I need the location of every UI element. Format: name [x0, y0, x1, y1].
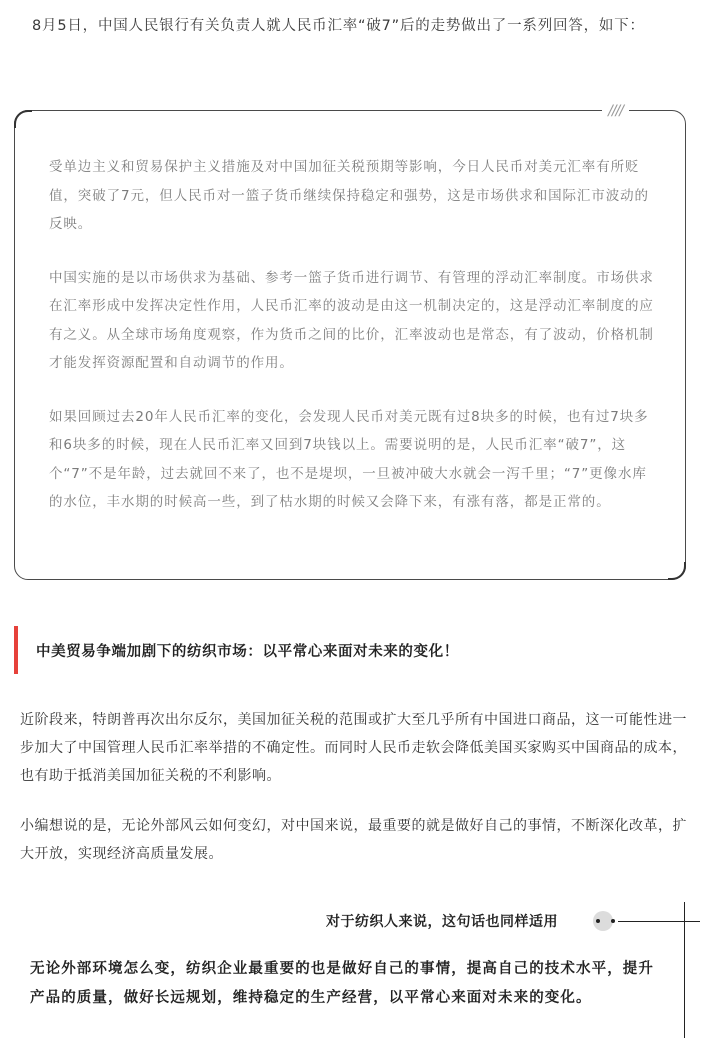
quote-paragraph-1: 受单边主义和贸易保护主义措施及对中国加征关税预期等影响，今日人民币对美元汇率有所贬值，突破了7元，但人民币对一篮子货币继续保持稳定和强势，这是市场供求和国际汇市波动的反映。	[49, 159, 649, 232]
quote-paragraph-2: 中国实施的是以市场供求为基础、参考一篮子货币进行调节、有管理的浮动汇率制度。市场供求在汇率形成中发挥决定性作用，人民币汇率的波动是由这一机制决定的，这是浮动汇率制度的应有之义。从全球市场角度观察，作为货币之间的比价，汇率波动也是常态，有了波动，价格机制才能发挥资源配置和自动调节的作用。	[49, 269, 654, 371]
body-text	[20, 706, 690, 890]
dot-left-icon	[596, 919, 600, 923]
callout-label: 对于纺织人来说，这句话也同样适用	[326, 914, 558, 930]
body-paragraph-1: 近阶段来，特朗普再次出尔反尔，美国加征关税的范围或扩大至几乎所有中国进口商品，这一可能性进一步加大了中国管理人民币汇率举措的不确定性。而同时人民币走软会降低美国买家购买中国商品的成本，也有助于抵消美国加征关税的不利影响。	[20, 712, 687, 784]
intro-paragraph: 8月5日，中国人民银行有关负责人就人民币汇率“破7”后的走势做出了一系列回答，如下：	[32, 18, 645, 34]
slash-decoration-icon: ////	[602, 103, 629, 119]
vertical-rule	[684, 902, 685, 1038]
corner-decoration-bottom-right	[668, 562, 686, 580]
section-heading	[14, 626, 574, 674]
dot-right-icon	[611, 919, 615, 923]
section-accent-bar	[14, 626, 18, 674]
quote-box	[14, 103, 686, 580]
body-paragraph-2: 小编想说的是，无论外部风云如何变幻，对中国来说，最重要的就是做好自己的事情，不断深化改革，扩大开放，实现经济高质量发展。	[20, 818, 687, 862]
corner-decoration-top-left	[14, 110, 32, 128]
section-title: 中美贸易争端加剧下的纺织市场：以平常心来面对未来的变化！	[36, 644, 459, 660]
horizontal-rule	[618, 921, 700, 922]
callout-text: 无论外部环境怎么变，纺织企业最重要的也是做好自己的事情，提高自己的技术水平，提升产品的质量，做好长远规划，维持稳定的生产经营，以平常心来面对未来的变化。	[30, 961, 654, 1006]
quote-paragraph-3: 如果回顾过去20年人民币汇率的变化，会发现人民币对美元既有过8块多的时候，也有过7块多和6块多的时候，现在人民币汇率又回到7块钱以上。需要说明的是，人民币汇率“破7”，这个“7”不是年龄，过去就回不来了，也不是堤坝，一旦被冲破大水就会一泻千里；“7”更像水库的水位，丰水期的时候高一些，到了枯水期的时候又会降下来，有涨有落，都是正常的。	[49, 408, 649, 510]
quote-text	[49, 153, 655, 542]
